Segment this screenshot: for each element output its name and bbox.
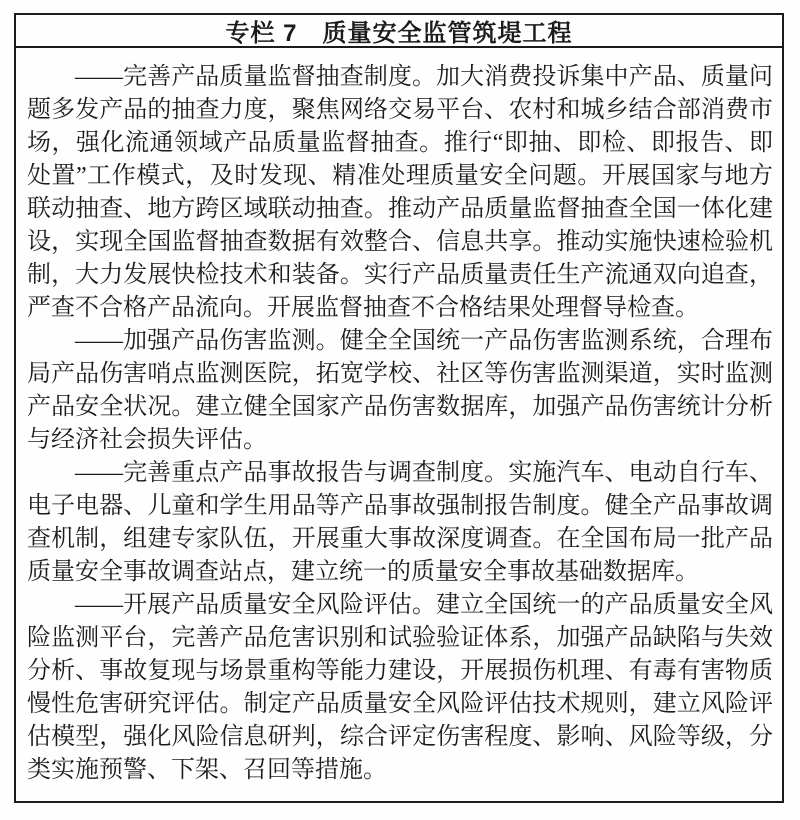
panel-title: 专栏 7 质量安全监管筑堤工程 xyxy=(16,15,782,48)
paragraph: ——完善产品质量监督抽查制度。加大消费投诉集中产品、质量问题多发产品的抽查力度，聚焦网络交易平台、农村和城乡结合部消费市场，强化流通领域产品质量监督抽查。推行“即抽、即检、即报告、即处置”工作模式，及时发现、精准处理质量安全问题。开展国家与地方联动抽查、地方跨区域联动抽查。推动产品质量监督抽查全国一体化建设，实现全国监督抽查数据有效整合、信息共享。推动实施快速检验机制，大力发展快检技术和装备。实行产品质量责任生产流通双向追查，严查不合格产品流向。开展监督抽查不合格结果处理督导检查。 xyxy=(27,64,773,321)
paragraph: ——开展产品质量安全风险评估。建立全国统一的产品质量安全风险监测平台，完善产品危害识别和试验验证体系，加强产品缺陷与失效分析、事故复现与场景重构等能力建设，开展损伤机理、有毒有害物质慢性危害研究评估。制定产品质量安全风险评估技术规则，建立风险评估模型，强化风险信息研判，综合评定伤害程度、影响、风险等级，分类实施预警、下架、召回等措施。 xyxy=(27,592,773,783)
panel-body xyxy=(16,48,782,787)
paragraph: ——完善重点产品事故报告与调查制度。实施汽车、电动自行车、电子电器、儿童和学生用品等产品事故强制报告制度。健全产品事故调查机制，组建专家队伍，开展重大事故深度调查。在全国布局一批产品质量安全事故调查站点，建立统一的质量安全事故基础数据库。 xyxy=(27,460,773,585)
column-panel xyxy=(14,13,784,803)
paragraph: ——加强产品伤害监测。健全全国统一产品伤害监测系统，合理布局产品伤害哨点监测医院，拓宽学校、社区等伤害监测渠道，实时监测产品安全状况。建立健全国家产品伤害数据库，加强产品伤害统计分析与经济社会损失评估。 xyxy=(27,328,773,453)
